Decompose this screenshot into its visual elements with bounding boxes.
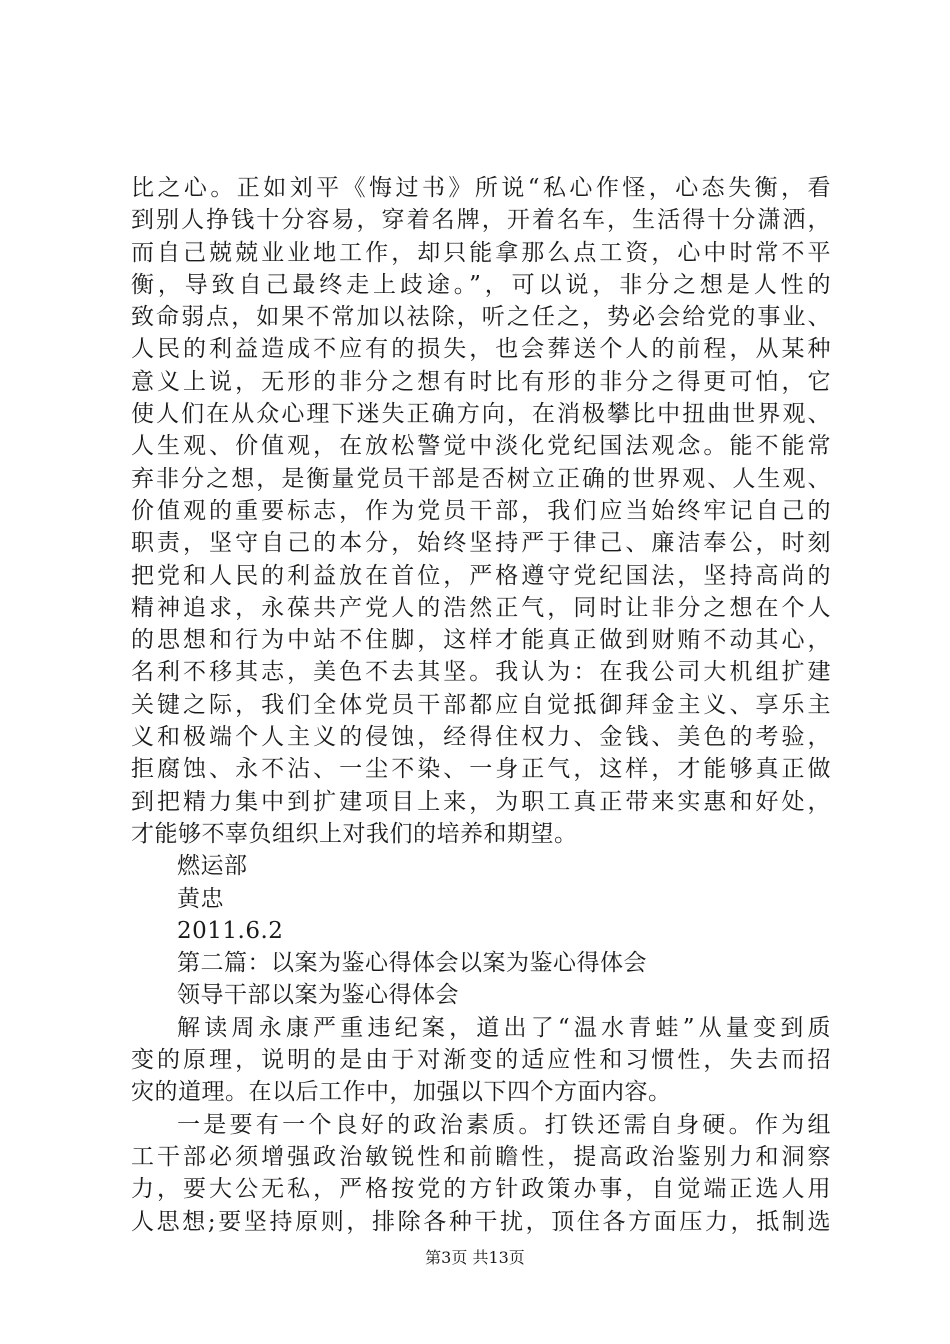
text-line: 到别人挣钱十分容易，穿着名牌，开着名车，生活得十分潇洒，: [131, 207, 831, 234]
text-line: 才能够不辜负组织上对我们的培养和期望。: [131, 820, 578, 847]
section-heading: 第二篇：以案为鉴心得体会以案为鉴心得体会: [177, 950, 647, 977]
text-line: 解读周永康严重违纪案，道出了“温水青蛙”从量变到质: [177, 1014, 831, 1041]
section-subheading: 领导干部以案为鉴心得体会: [177, 982, 459, 1009]
text-line: 义和极端个人主义的侵蚀，经得住权力、金钱、美色的考验，: [131, 724, 831, 751]
text-line: 到把精力集中到扩建项目上来，为职工真正带来实惠和好处，: [131, 788, 831, 815]
text-line: 人思想;要坚持原则，排除各种干扰，顶住各方面压力，抵制选: [131, 1208, 831, 1235]
text-line: 灾的道理。在以后工作中，加强以下四个方面内容。: [131, 1079, 672, 1106]
text-line: 精神追求，永葆共产党人的浩然正气，同时让非分之想在个人: [131, 594, 831, 621]
text-line: 变的原理，说明的是由于对渐变的适应性和习惯性，失去而招: [131, 1047, 831, 1074]
text-line: 职责，坚守自己的本分，始终坚持严于律己、廉洁奉公，时刻: [131, 530, 831, 557]
text-line: 把党和人民的利益放在首位，严格遵守党纪国法，坚持高尚的: [131, 562, 831, 589]
text-line: 名利不移其志，美色不去其坚。我认为：在我公司大机组扩建: [131, 659, 831, 686]
page-number-footer: 第3页 共13页: [425, 1248, 525, 1267]
signature-department: 燃运部: [177, 853, 248, 880]
text-line: 人民的利益造成不应有的损失，也会葬送个人的前程，从某种: [131, 336, 831, 363]
text-line: 使人们在从众心理下迷失正确方向，在消极攀比中扭曲世界观、: [131, 401, 831, 428]
text-line: 弃非分之想，是衡量党员干部是否树立正确的世界观、人生观、: [131, 465, 831, 492]
text-line: 比之心。正如刘平《悔过书》所说“私心作怪，心态失衡，看: [131, 175, 831, 201]
text-line: 工干部必须增强政治敏锐性和前瞻性，提高政治鉴别力和洞察: [131, 1143, 831, 1170]
text-line: 意义上说，无形的非分之想有时比有形的非分之得更可怕，它: [131, 368, 831, 395]
text-line: 力，要大公无私，严格按党的方针政策办事，自觉端正选人用: [131, 1176, 831, 1203]
text-line: 价值观的重要标志，作为党员干部，我们应当始终牢记自己的: [131, 497, 831, 524]
text-line: 致命弱点，如果不常加以祛除，听之任之，势必会给党的事业、: [131, 304, 831, 331]
signature-name: 黄忠: [177, 885, 224, 912]
text-line: 人生观、价值观，在放松警觉中淡化党纪国法观念。能不能常: [131, 433, 831, 460]
text-line: 一是要有一个良好的政治素质。打铁还需自身硬。作为组: [177, 1111, 831, 1138]
text-line: 而自己兢兢业业地工作，却只能拿那么点工资，心中时常不平: [131, 239, 831, 266]
signature-date: 2011.6.2: [177, 917, 284, 944]
text-line: 衡，导致自己最终走上歧途。”，可以说，非分之想是人性的: [131, 271, 831, 298]
text-line: 拒腐蚀、永不沾、一尘不染、一身正气，这样，才能够真正做: [131, 756, 831, 783]
text-line: 关键之际，我们全体党员干部都应自觉抵御拜金主义、享乐主: [131, 691, 831, 718]
document-body: [131, 172, 831, 1238]
text-line: 的思想和行为中站不住脚，这样才能真正做到财贿不动其心，: [131, 627, 831, 654]
